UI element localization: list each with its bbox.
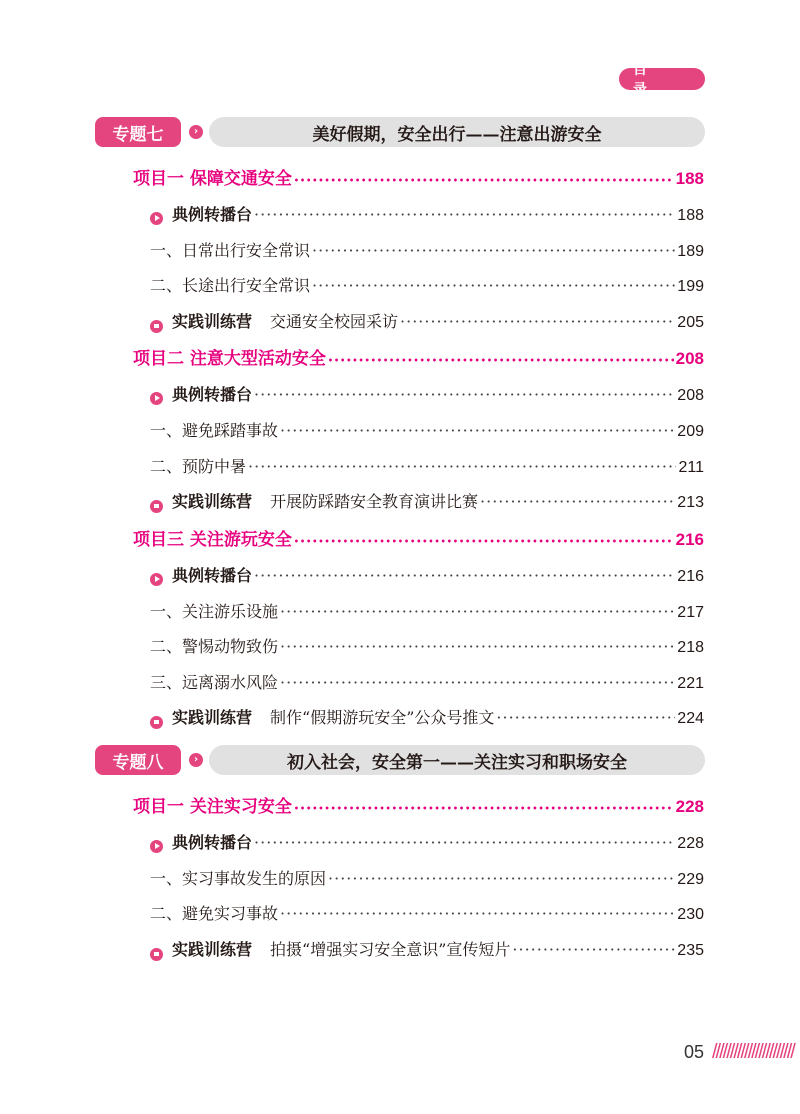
page-number: 221 — [677, 675, 704, 692]
chevron-right-icon: › — [189, 125, 203, 139]
leader-dots — [328, 869, 675, 888]
toc-entry-row[interactable] — [150, 705, 704, 728]
page-number: 199 — [677, 278, 704, 295]
leader-dots — [280, 421, 675, 440]
topic-title: 初入社会，安全第一——关注实习和职场安全 — [209, 745, 705, 775]
flag-icon — [150, 948, 163, 961]
page-number: 228 — [675, 797, 704, 816]
entry-label: 三、远离溺水风险 — [150, 673, 279, 692]
toc-project-row[interactable] — [133, 525, 704, 550]
toc-header-badge: 目 录 — [619, 68, 705, 90]
leader-dots — [254, 385, 675, 404]
entry-label: 一、避免踩踏事故 — [150, 421, 279, 440]
flag-icon — [150, 320, 163, 333]
project-title: 项目二 注意大型活动安全 — [133, 349, 326, 369]
page-number: 216 — [675, 530, 704, 549]
practice-title: 开展防踩踏安全教育演讲比赛 — [270, 492, 479, 511]
leader-dots — [480, 492, 675, 511]
topic-badge: 专题八 — [95, 745, 181, 775]
page-number: 217 — [677, 604, 704, 621]
play-icon — [150, 840, 163, 853]
entry-label: 二、避免实习事故 — [150, 904, 279, 923]
project-title: 项目一 保障交通安全 — [133, 169, 292, 189]
topic-badge: 专题七 — [95, 117, 181, 147]
entry-label: 典例转播台 — [172, 833, 253, 852]
toc-entry-row[interactable] — [150, 901, 704, 924]
practice-title: 拍摄“增强实习安全意识”宣传短片 — [270, 940, 511, 959]
topic-header — [95, 117, 705, 147]
page-number: 205 — [677, 314, 704, 331]
entry-label: 二、长途出行安全常识 — [150, 276, 311, 295]
entry-label: 二、预防中暑 — [150, 457, 247, 476]
project-title: 项目三 关注游玩安全 — [133, 530, 292, 550]
toc-entry-row[interactable] — [150, 670, 704, 693]
flag-icon — [150, 500, 163, 513]
chevron-right-icon: › — [189, 753, 203, 767]
toc-entry-row[interactable] — [150, 382, 704, 405]
page-number: 209 — [677, 423, 704, 440]
page-number: 188 — [677, 207, 704, 224]
toc-entry-row[interactable] — [150, 489, 704, 512]
leader-dots — [254, 833, 675, 852]
page-number: 208 — [675, 349, 704, 368]
entry-label: 典例转播台 — [172, 205, 253, 224]
entry-label: 一、日常出行安全常识 — [150, 241, 311, 260]
flag-icon — [150, 716, 163, 729]
leader-dots — [294, 797, 674, 817]
leader-dots — [280, 602, 675, 621]
leader-dots — [312, 241, 675, 260]
leader-dots — [248, 457, 676, 476]
leader-dots — [294, 169, 674, 189]
toc-entry-row[interactable] — [150, 202, 704, 225]
page-number: 228 — [677, 835, 704, 852]
page-number: 230 — [677, 906, 704, 923]
leader-dots — [512, 940, 675, 959]
project-title: 项目一 关注实习安全 — [133, 797, 292, 817]
entry-label: 典例转播台 — [172, 385, 253, 404]
page-number: 211 — [678, 459, 704, 476]
leader-dots — [280, 673, 675, 692]
page-number: 213 — [677, 494, 704, 511]
play-icon — [150, 392, 163, 405]
page-number: 218 — [677, 639, 704, 656]
leader-dots — [280, 637, 675, 656]
page-number: 235 — [677, 942, 704, 959]
toc-entry-row[interactable] — [150, 634, 704, 657]
leader-dots — [400, 312, 675, 331]
toc-entry-row[interactable] — [150, 830, 704, 853]
leader-dots — [280, 904, 675, 923]
topic-title: 美好假期，安全出行——注意出游安全 — [209, 117, 705, 147]
footer-page-number: 05 — [684, 1042, 705, 1062]
toc-entry-row[interactable] — [150, 563, 704, 586]
practice-title: 制作“假期游玩安全”公众号推文 — [270, 708, 495, 727]
entry-label: 实践训练营 — [172, 492, 253, 511]
leader-dots — [312, 276, 675, 295]
toc-project-row[interactable] — [133, 792, 704, 817]
leader-dots — [254, 566, 675, 585]
play-icon — [150, 573, 163, 586]
toc-entry-row[interactable] — [150, 937, 704, 960]
decorative-slashes: /////////////////////// — [712, 1041, 794, 1063]
leader-dots — [496, 708, 675, 727]
entry-label: 实践训练营 — [172, 312, 253, 331]
entry-label: 二、警惕动物致伤 — [150, 637, 279, 656]
toc-entry-row[interactable] — [150, 309, 704, 332]
toc-entry-row[interactable] — [150, 866, 704, 889]
page-number: 208 — [677, 387, 704, 404]
entry-label: 一、实习事故发生的原因 — [150, 869, 327, 888]
leader-dots — [254, 205, 675, 224]
toc-entry-row[interactable] — [150, 418, 704, 441]
entry-label: 实践训练营 — [172, 708, 253, 727]
toc-project-row[interactable] — [133, 164, 704, 189]
topic-header — [95, 745, 705, 775]
toc-project-row[interactable] — [133, 344, 704, 369]
play-icon — [150, 212, 163, 225]
page-number: 188 — [675, 169, 704, 188]
page-number: 216 — [677, 568, 704, 585]
entry-label: 典例转播台 — [172, 566, 253, 585]
page-number: 189 — [677, 243, 704, 260]
practice-title: 交通安全校园采访 — [270, 312, 399, 331]
toc-entry-row[interactable] — [150, 454, 704, 477]
page-number: 224 — [677, 710, 704, 727]
toc-entry-row[interactable] — [150, 238, 704, 261]
entry-label: 实践训练营 — [172, 940, 253, 959]
page-number: 229 — [677, 871, 704, 888]
leader-dots — [294, 530, 674, 550]
toc-entry-row[interactable] — [150, 273, 704, 296]
toc-entry-row[interactable] — [150, 599, 704, 622]
leader-dots — [328, 349, 674, 369]
entry-label: 一、关注游乐设施 — [150, 602, 279, 621]
